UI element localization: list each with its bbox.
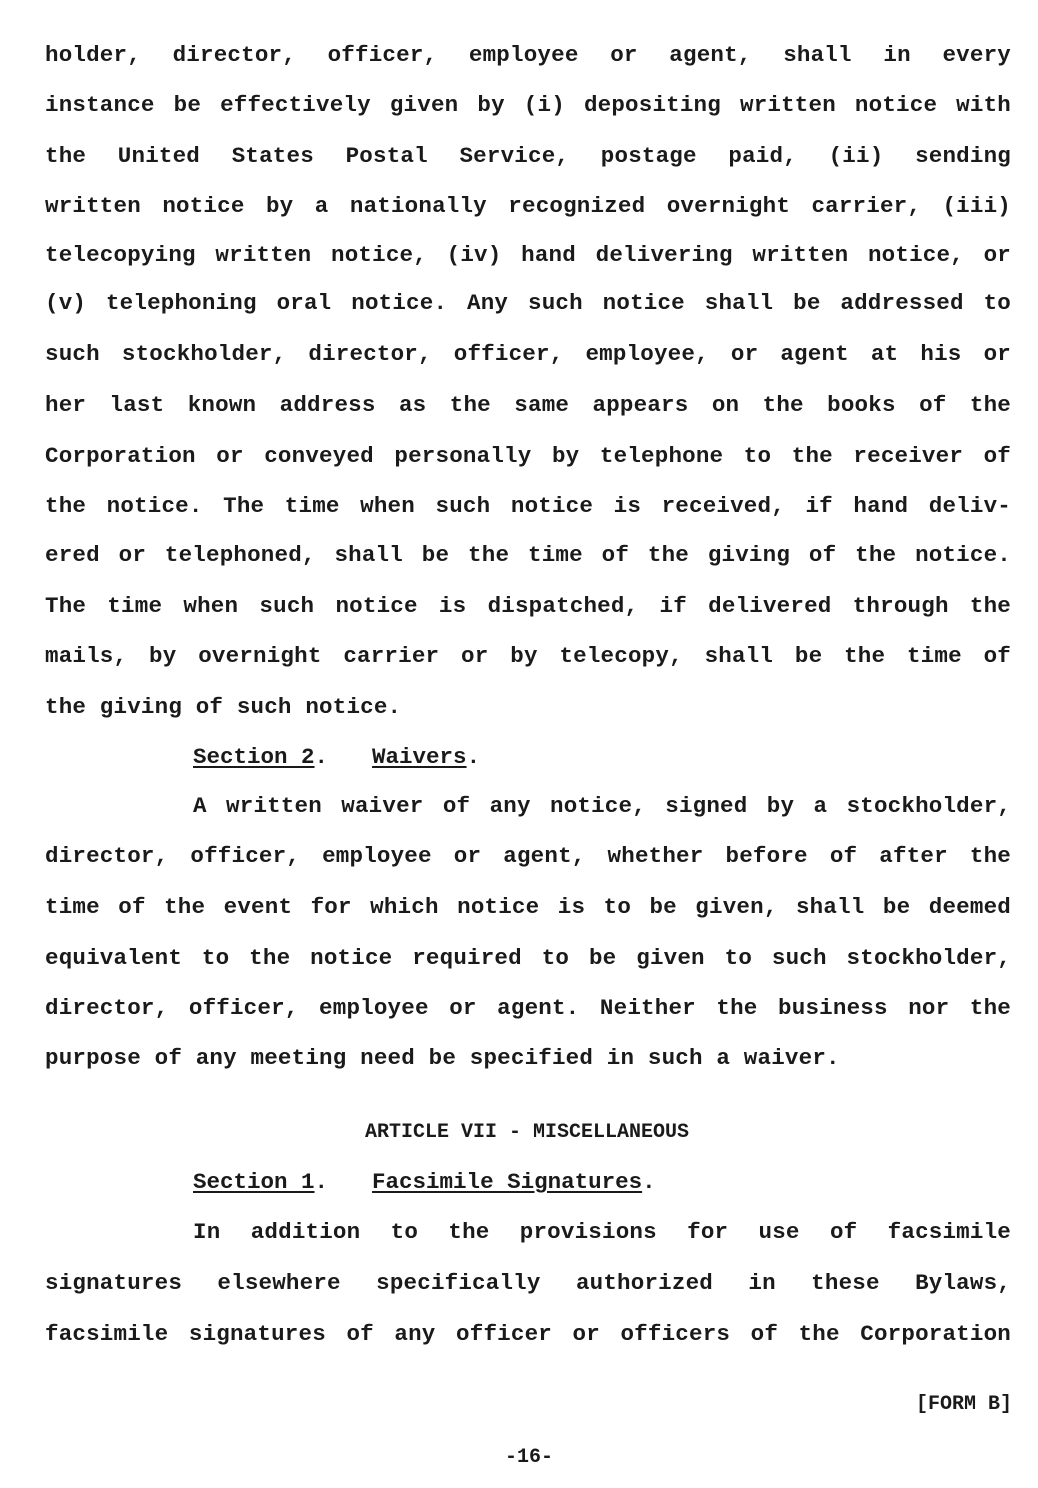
paragraph-line: director, officer, employee or agent, whether before of after the <box>45 843 1011 869</box>
paragraph-line: purpose of any meeting need be specified in such a waiver. <box>45 1045 840 1071</box>
paragraph-line: time of the event for which notice is to be given, shall be deemed <box>45 894 1011 920</box>
paragraph-line: signatures elsewhere specifically authorized in these Bylaws, <box>45 1270 1011 1296</box>
paragraph-line: mails, by overnight carrier or by telecopy, shall be the time of <box>45 643 1011 669</box>
paragraph-line: her last known address as the same appears on the books of the <box>45 392 1011 418</box>
page-number: -16- <box>504 1446 553 1469</box>
paragraph-line: (v) telephoning oral notice. Any such notice shall be addressed to <box>45 290 1011 316</box>
paragraph-line: The time when such notice is dispatched, if delivered through the <box>45 593 1011 619</box>
paragraph-line: In addition to the provisions for use of facsimile <box>193 1219 1011 1245</box>
paragraph-line: instance be effectively given by (i) depositing written notice with <box>45 92 1011 118</box>
paragraph-line: director, officer, employee or agent. Neither the business nor the <box>45 995 1011 1021</box>
section-heading-facsimile: Section 1. Facsimile Signatures. <box>193 1169 656 1195</box>
paragraph-line: the notice. The time when such notice is received, if hand deliv- <box>45 493 1011 519</box>
paragraph-line: the giving of such notice. <box>45 694 402 720</box>
paragraph-line: equivalent to the notice required to be given to such stockholder, <box>45 945 1011 971</box>
paragraph-line: such stockholder, director, officer, employee, or agent at his or <box>45 341 1011 367</box>
form-tag: [FORM B] <box>915 1393 1012 1416</box>
section-heading-waivers: Section 2. Waivers. <box>193 744 481 770</box>
article-heading: ARTICLE VII - MISCELLANEOUS <box>364 1121 690 1144</box>
section-title: Facsimile Signatures <box>372 1169 643 1195</box>
paragraph-line: the United States Postal Service, postage paid, (ii) sending <box>45 143 1011 169</box>
section-number: Section 2 <box>193 744 315 770</box>
section-number: Section 1 <box>193 1169 315 1195</box>
paragraph-line: Corporation or conveyed personally by telephone to the receiver of <box>45 443 1011 469</box>
paragraph-line: ered or telephoned, shall be the time of the giving of the notice. <box>45 542 1011 568</box>
section-title: Waivers <box>372 744 467 770</box>
paragraph-line: facsimile signatures of any officer or officers of the Corporation <box>45 1321 1011 1347</box>
paragraph-line: holder, director, officer, employee or agent, shall in every <box>45 42 1011 68</box>
paragraph-line: written notice by a nationally recognized overnight carrier, (iii) <box>45 193 1011 219</box>
paragraph-line: A written waiver of any notice, signed by a stockholder, <box>193 793 1011 819</box>
paragraph-line: telecopying written notice, (iv) hand delivering written notice, or <box>45 242 1011 268</box>
